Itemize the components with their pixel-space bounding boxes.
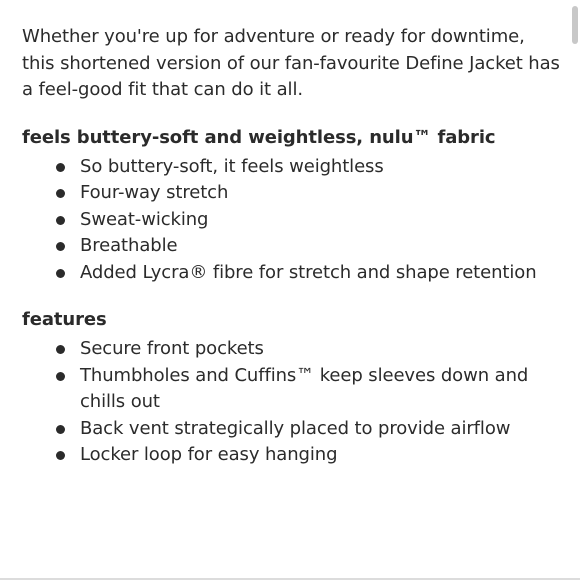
list-item [80, 442, 562, 469]
bullet-icon [56, 189, 65, 198]
list-item-text: Secure front pockets [80, 338, 264, 359]
list-item [80, 154, 562, 181]
list-item [80, 363, 562, 416]
list-item-text: Added Lycra® fibre for stretch and shape retention [80, 261, 537, 283]
intro-paragraph: Whether you're up for adventure or ready for downtime, this shortened version of our fan-favourite Define Jacket has a feel-good fit that can do it all. [22, 26, 560, 100]
list-item [80, 207, 562, 234]
scrollbar-thumb[interactable] [572, 6, 578, 44]
list-item-text: Sweat-wicking [80, 208, 209, 230]
list-item-text: So buttery-soft, it feels weightless [80, 155, 384, 177]
fabric-section-title: feels buttery-soft and weightless, nulu™ fabric [22, 126, 496, 148]
fabric-list [22, 154, 562, 287]
list-item [80, 180, 562, 207]
features-section-title: features [22, 309, 107, 330]
bullet-icon [56, 269, 65, 278]
features-list [22, 336, 562, 469]
list-item [80, 233, 562, 260]
bullet-icon [56, 345, 65, 354]
bullet-icon [56, 242, 65, 251]
bullet-icon [56, 216, 65, 225]
bullet-icon [56, 451, 65, 460]
list-item [80, 416, 562, 443]
list-item-text: Thumbholes and Cuffins™ keep sleeves down and chills out [80, 364, 529, 412]
list-item-text: Four-way stretch [80, 182, 229, 203]
list-item-text: Locker loop for easy hanging [80, 444, 338, 465]
list-item-text: Breathable [80, 235, 178, 256]
list-item-text: Back vent strategically placed to provide airflow [80, 417, 511, 439]
bullet-icon [56, 163, 65, 172]
bullet-icon [56, 425, 65, 434]
list-item [80, 260, 562, 287]
bullet-icon [56, 372, 65, 381]
list-item [80, 336, 562, 363]
product-description [22, 24, 562, 469]
